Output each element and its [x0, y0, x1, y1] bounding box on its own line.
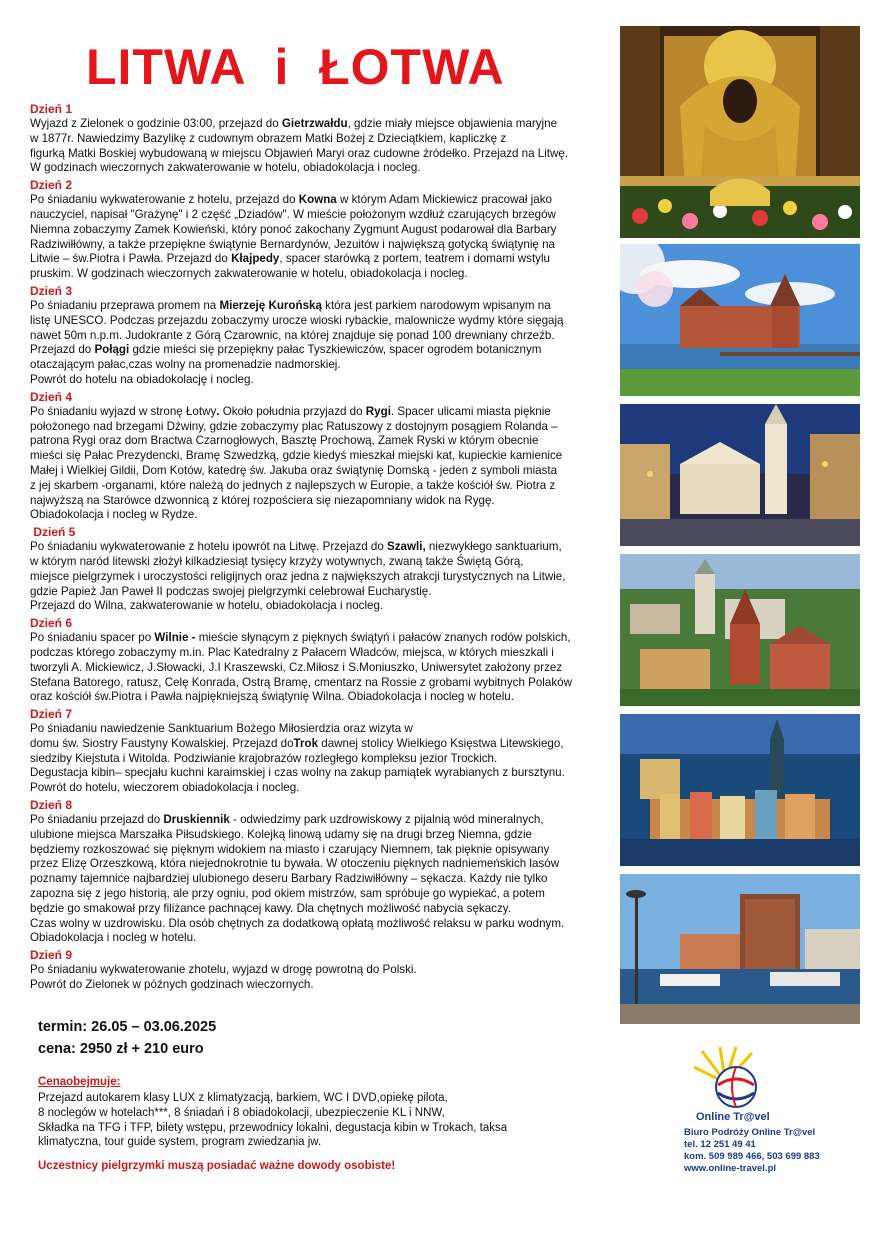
photo-vilnius-cathedral	[620, 404, 860, 546]
day-description: Po śniadaniu spacer po Wilnie - mieście słynącym z pięknych świątyń i pałaców znanych rodów polskich, podczas którego zobaczymy m.in. Plac Katedralny z Pałacem Władców, miejsca, w których mieszkali i tworzyli A. Mickiewicz, J.Słowacki, J.I Kraszewski, Cz.Miłosz i S.Moniuszko, Uniwersytet założony przez Stefana Batorego, ratusz, Celę Konrada, Ostrą Bramę, cmentarz na Rossie z grobami wybitnych Polaków oraz kościół św.Piotra i Pawła najpiękniejszą świątynię Wilna. Obiadokolacja i nocleg w hotelu.	[30, 631, 572, 704]
day-9	[30, 948, 615, 993]
day-description: Wyjazd z Zielonek o godzinie 03:00, przejazd do Gietrzwałdu, gdzie miały miejsce objawienia maryjne w 1877r. Nawiedzimy Bazylikę z cudownym obrazem Matki Bożej z Dzieciątkiem, kapliczkę z figurką Matki Boskiej wybudowaną w miejscu Objawień Maryi oraz cudowne źródełko. Przejazd na Litwę. W godzinach wieczornych zakwaterowanie w hotelu, obiadokolacja i nocleg.	[30, 117, 569, 175]
day-3	[30, 284, 615, 388]
photo-trakai-castle	[620, 244, 860, 396]
day-heading: Dzień 8	[30, 798, 73, 813]
photo-vilnius-panorama	[620, 554, 860, 706]
day-heading: Dzień 7	[30, 707, 73, 722]
logo-company: Biuro Podróży Online Tr@vel	[684, 1127, 816, 1138]
day-description: Po śniadaniu wykwaterowanie z hotelu, przejazd do Kowna w którym Adam Mickiewicz pracował jako nauczyciel, napisał "Grażynę" i 2 część „Dziadów". W mieście położonym wzdłuż czarujących brzegów Niemna zobaczymy Zamek Kowieński, który ponoć zakochany Zygmunt August podarował dla Barbary Radziwiłłówny, a także przepiękne świątynie Bernardynów, Jezuitów i największą gotycką świątynię na Litwie – św.Piotra i Pawła. Przejazd do Kłajpedy, spacer starówką z portem, teatrem i domami wstylu pruskim. W godzinach wieczornych zakwaterowanie w hotelu, obiadokolacja i nocleg.	[30, 193, 557, 281]
includes-text: Przejazd autokarem klasy LUX z klimatyzacją, barkiem, WC I DVD,opiekę pilota, 8 noclegów w hotelach***, 8 śniadań i 8 obiadokolacji, ubezpieczenie KL i NNW, Składka na TFG i TFP, bilety wstępu, przewodnicy lokalni, degustacja kibin w Trokach, taksa klimatyczna, tour guide system, program zwiedzania jw.	[38, 1092, 508, 1149]
photo-ostra-brama-icon	[620, 26, 860, 238]
day-description: Po śniadaniu przeprawa promem na Mierzeję Kurońską która jest parkiem narodowym wpisanym na listę UNESCO. Podczas przejazdu zobaczymy urocze wioski rybackie, malownicze wydmy które sięgają nawet 50m n.p.m. Judokrante z Górą Czarownic, na której znajduje się ponad 100 drewniany chrzeźb. Przejazd do Połągi gdzie mieści się przepiękny pałac Tyszkiewiczów, spacer ogrodem botanicznym otaczającym pałac,czas wolny na promenadzie nadmorskiej. Powrót do hotelu na obiadokolację i nocleg.	[30, 298, 564, 386]
day-5	[30, 525, 615, 614]
day-heading: Dzień 1	[30, 102, 73, 116]
photo-riga-skyline	[620, 714, 860, 866]
includes-heading: Cenaobejmuje:	[38, 1076, 121, 1088]
day-heading: Dzień 4	[30, 389, 73, 404]
day-description: Po śniadaniu wykwaterowanie z hotelu ipowrót na Litwę. Przejazd do Szawli, niezwykłego sanktuarium, w którym naród litewski złożył kilkadziesiąt tysięcy krzyży wotywnych, zwaną także Świętą Górą, miejsce pielgrzymek i uroczystości religijnych oraz jedna z największych atrakcji turystycznych na Litwie, gdzie Papież Jan Paweł II podczas swojej pielgrzymki celebrował Eucharystię. Przejazd do Wilna, zakwaterowanie w hotelu, obiadokolacja i nocleg.	[30, 540, 566, 613]
day-heading: Dzień 9	[30, 948, 73, 963]
day-1	[30, 102, 615, 176]
logo-phone: tel. 12 251 49 41	[684, 1139, 756, 1150]
day-description: Po śniadaniu nawiedzenie Sanktuarium Bożego Miłosierdzia oraz wizyta w domu św. Siostry Faustyny Kowalskiej. Przejazd doTrok dawnej stolicy Wielkiego Księstwa Litewskiego, siedziby Kiejstuta i Witolda. Podziwianie krajobrazów rozległego kompleksu jezior Trockich. Degustacja kibin– specjału kuchni karaimskiej i czas wolny na zakup pamiątek wyrabianych z bursztynu. Powrót do hotelu, wieczorem obiadokolacja i nocleg.	[30, 722, 565, 795]
sun-globe-icon	[692, 1045, 772, 1111]
logo-website: www.online-travel.pl	[684, 1163, 777, 1174]
day-heading: Dzień 6	[30, 616, 73, 631]
photo-klaipeda-harbour	[620, 874, 860, 1024]
trip-price: cena: 2950 zł + 210 euro	[38, 1041, 204, 1057]
day-6	[30, 616, 615, 705]
agency-logo	[684, 1045, 840, 1180]
day-heading: Dzień 2	[30, 178, 73, 193]
day-description: Po śniadaniu wykwaterowanie zhotelu, wyjazd w drogę powrotną do Polski. Powrót do Zielonek w późnych godzinach wieczornych.	[30, 963, 417, 992]
day-description: Po śniadaniu wyjazd w stronę Łotwy. Około południa przyjazd do Rygi. Spacer ulicami miasta pięknie położonego nad brzegami Dźwiny, gdzie zobaczymy plac Ratuszowy z dostojnym posągiem Rolanda – patrona Rygi oraz dom Bractwa Czarnogłowych, Basztę Prochową, Zamek Ryski w którym obecnie mieści się Pałac Prezydencki, Bramę Szwedzką, gdzie kiedyś mieszkał miejski kat, kupieckie kamienice Małej i Wielkiej Gildii, Dom Kotów, katedrę św. Jakuba oraz świątynię Domską - jeden z symboli miasta z jej skarbem -organami, które należą do jednych z najlepszych w Europie, a także kościół św. Piotra z najwyższą na Starówce dzwonnicą z której rozpościera się niezapomniany widok na Rygę. Obiadokolacja i nocleg w Rydze.	[30, 404, 563, 522]
day-heading: Dzień 3	[30, 283, 73, 298]
day-4	[30, 390, 615, 523]
logo-name: Online Tr@vel	[696, 1111, 770, 1123]
id-warning: Uczestnicy pielgrzymki muszą posiadać ważne dowody osobiste!	[38, 1160, 396, 1172]
trip-date: termin: 26.05 – 03.06.2025	[38, 1019, 217, 1035]
day-8	[30, 798, 615, 946]
logo-mobile: kom. 509 989 466, 503 699 883	[684, 1151, 820, 1162]
day-heading: Dzień 5	[30, 525, 76, 540]
page-title: LITWA i ŁOTWA	[86, 39, 505, 95]
trip-terms	[38, 1016, 216, 1060]
itinerary	[30, 102, 615, 995]
day-description: Po śniadaniu przejazd do Druskiennik - odwiedzimy park uzdrowiskowy z pijalnią wód mineralnych, ulubione miejsca Marszałka Piłsudskiego. Kolejką linową udamy się na drugi brzeg Niemna, gdzie będziemy rozkoszować się pięknym widokiem na miasto i czarujący Niemnem, tak pięknie opisywany przez Elizę Orzeszkową, która niejednokrotnie tu bywała. W otoczeniu pięknych nadniemeńskich lasów poznamy tajemnice najbardziej ulubionego deseru Barbary Radziwiłłówny – sękacza. Każdy nie tylko zapozna się z jego historią, ale przy ogniu, pod okiem mistrzów, sam spróbuje go wypiekać, a potem będzie go smakował przy filiżance pachnącej kawy. Dla chętnych możliwość nabycia sękaczy. Czas wolny w uzdrowisku. Dla osób chętnych za dodatkową opłatą możliwość relaksu w parku wodnym. Obiadokolacja i nocleg w hotelu.	[30, 813, 565, 945]
day-7	[30, 707, 615, 796]
day-2	[30, 178, 615, 282]
